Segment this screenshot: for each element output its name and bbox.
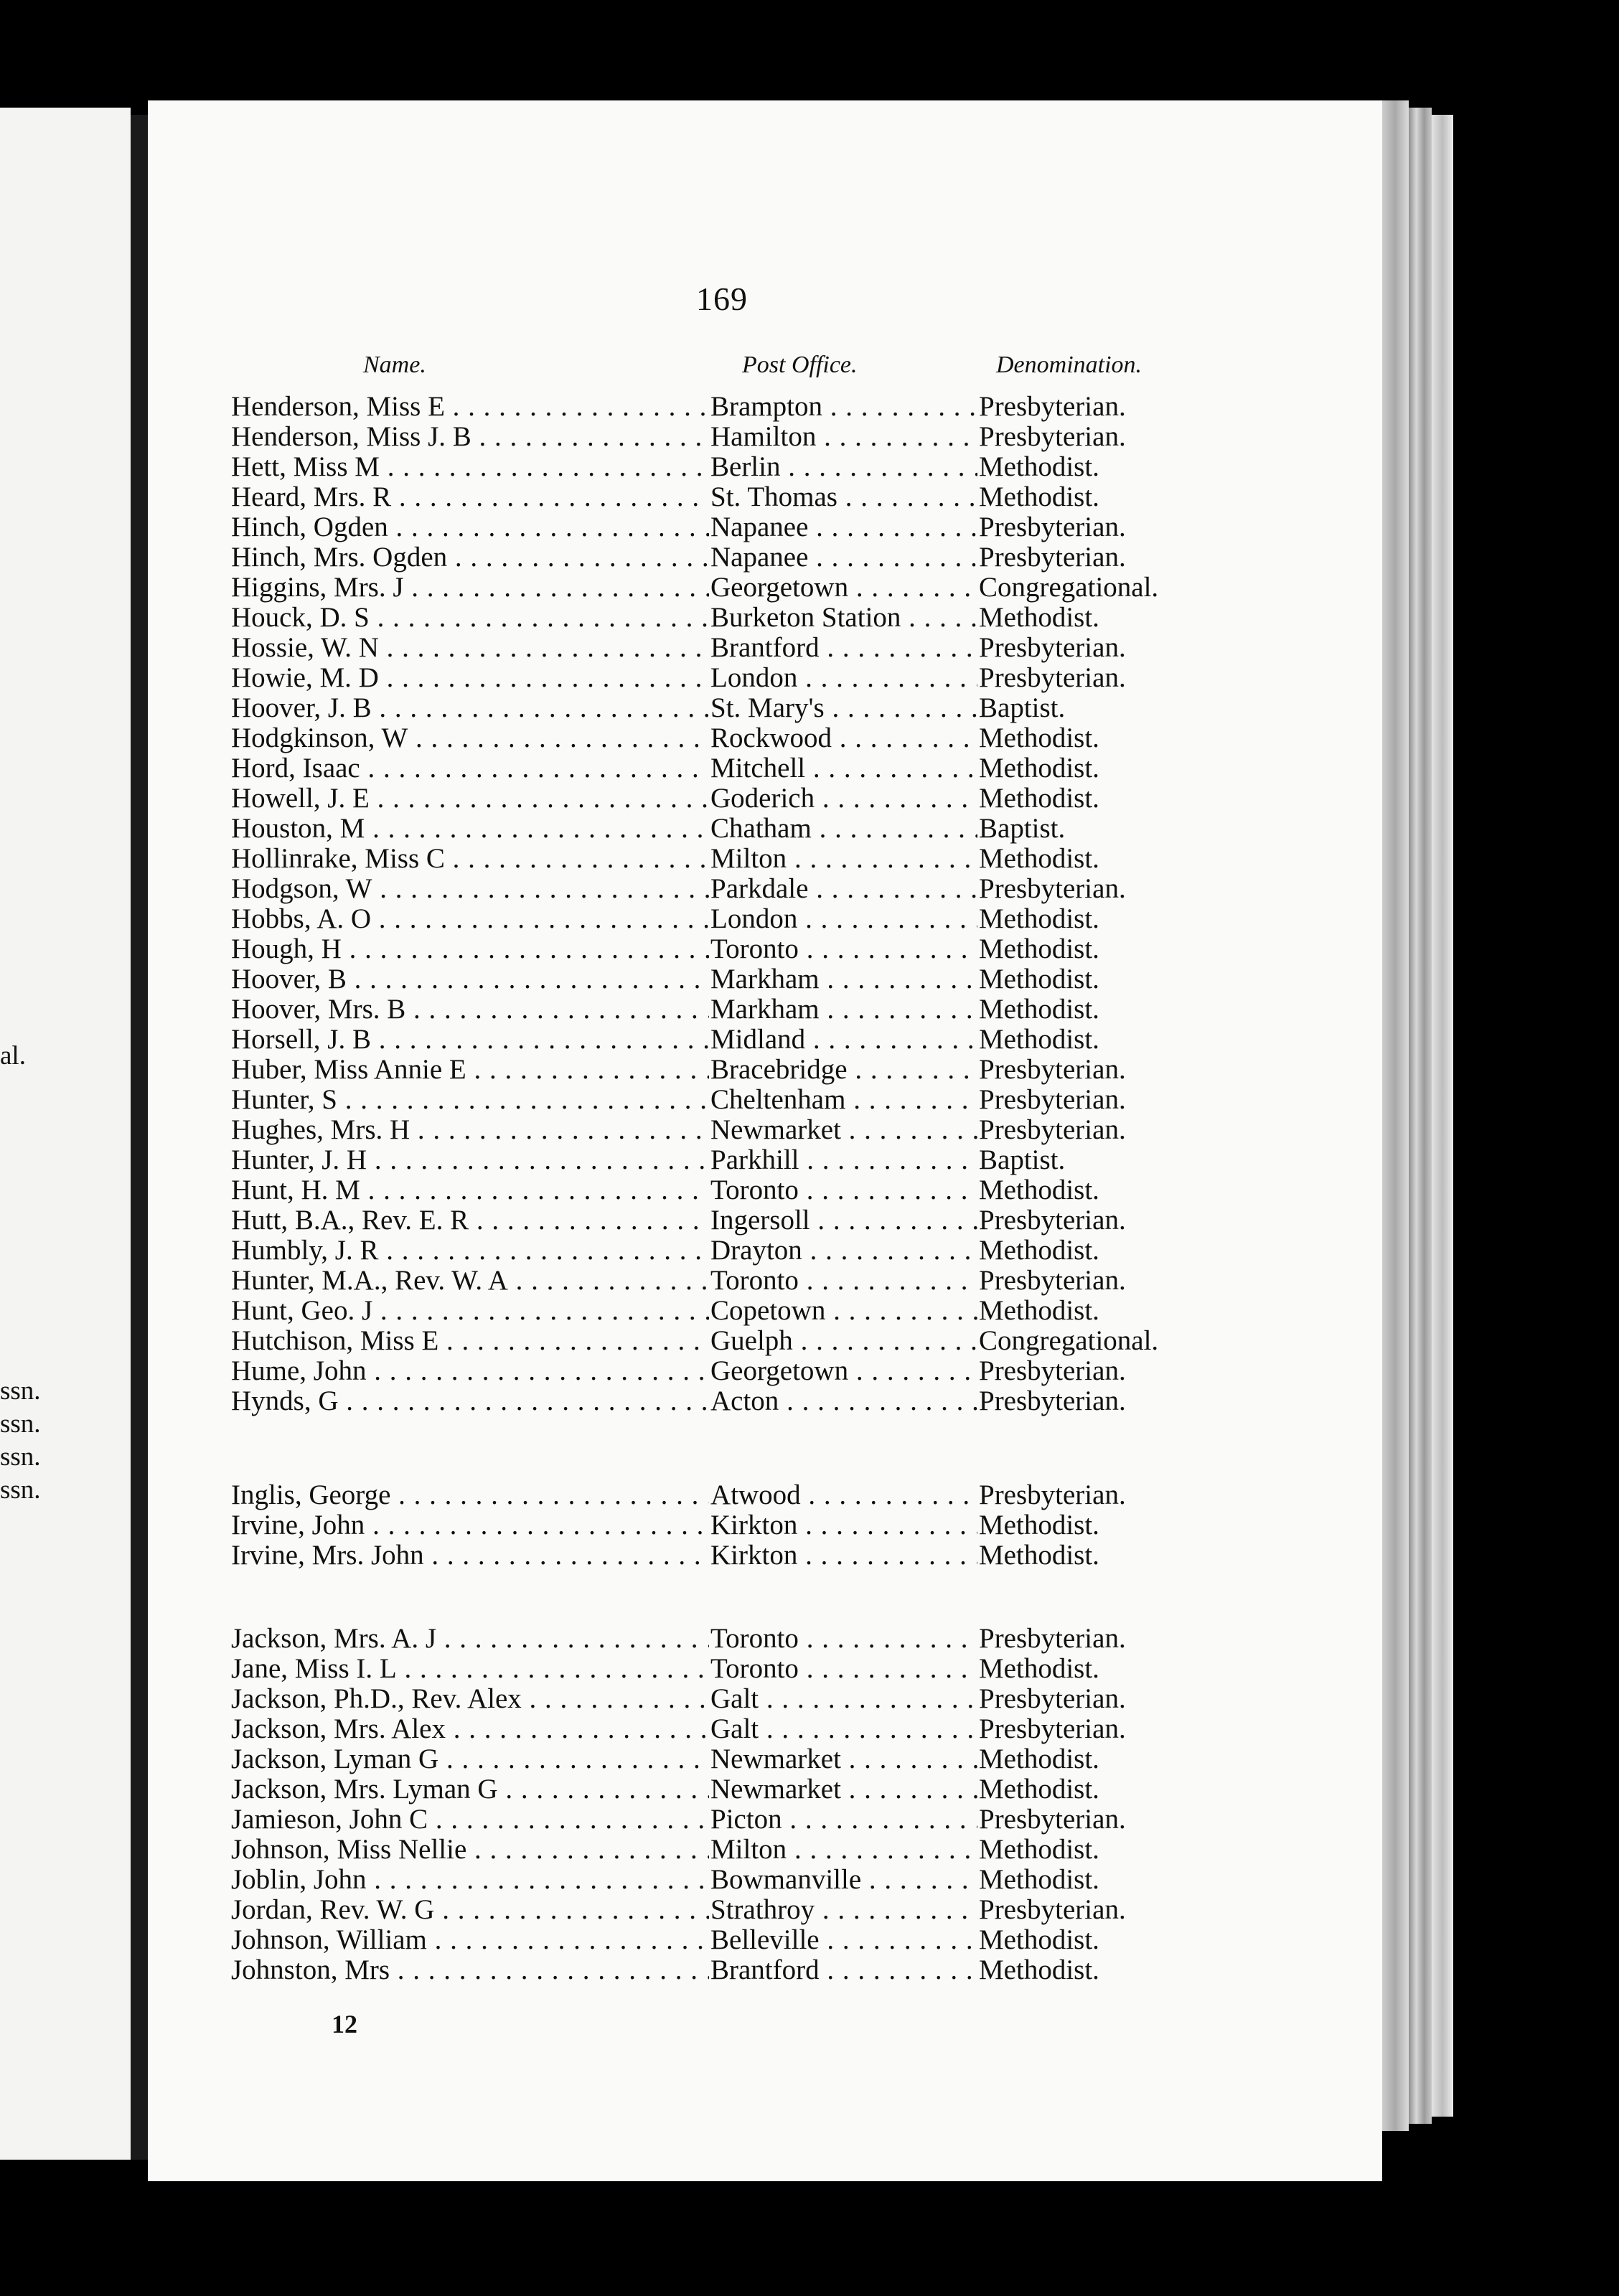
entry-post-office: Georgetown . . .: [710, 1356, 977, 1386]
page-edges: [1432, 115, 1453, 2117]
list-item: [231, 1480, 1351, 1510]
list-item: [231, 542, 1351, 573]
entry-denomination: Methodist.: [979, 452, 1099, 482]
entry-post-office: Burketon Station . . .: [710, 603, 977, 633]
entry-name: Jackson, Mrs. Lyman G . . .: [231, 1774, 709, 1805]
entry-denomination: Presbyterian.: [979, 1356, 1126, 1386]
entry-post-office: Kirkton . . .: [710, 1540, 977, 1571]
entry-name: Jackson, Ph.D., Rev. Alex . . .: [231, 1684, 709, 1714]
entry-name: Humbly, J. R . . .: [231, 1236, 709, 1266]
entry-post-office: Napanee . . .: [710, 512, 977, 542]
list-item: [231, 1540, 1351, 1571]
entry-name: Howie, M. D . . .: [231, 663, 709, 693]
entry-denomination: Presbyterian.: [979, 1684, 1126, 1714]
entry-post-office: Picton . . .: [710, 1805, 977, 1835]
entry-denomination: Methodist.: [979, 1744, 1099, 1774]
entry-name: Houck, D. S . . .: [231, 603, 709, 633]
list-item: [231, 512, 1351, 542]
list-item: [231, 1025, 1351, 1055]
entry-name: Johnston, Mrs . . .: [231, 1955, 709, 1985]
entry-post-office: St. Mary's . . .: [710, 693, 977, 723]
entry-denomination: Methodist.: [979, 723, 1099, 753]
entry-denomination: Methodist.: [979, 1236, 1099, 1266]
entry-denomination: Methodist.: [979, 994, 1099, 1025]
entry-post-office: Parkdale . . .: [710, 874, 977, 904]
entry-name: Hutchison, Miss E . . .: [231, 1326, 709, 1356]
entry-name: Johnson, Miss Nellie . . .: [231, 1835, 709, 1865]
entry-post-office: Napanee . . .: [710, 542, 977, 573]
entry-name: Hinch, Mrs. Ogden . . .: [231, 542, 709, 573]
list-item: [231, 1624, 1351, 1654]
list-item: [231, 1115, 1351, 1145]
entry-name: Hunter, M.A., Rev. W. A . . .: [231, 1266, 709, 1296]
section-h-list: [231, 392, 1351, 1416]
entry-name: Hoover, J. B . . .: [231, 693, 709, 723]
entry-name: Huber, Miss Annie E . . .: [231, 1055, 709, 1085]
entry-name: Houston, M . . .: [231, 814, 709, 844]
left-facing-page: [0, 108, 131, 2160]
page-number: 169: [696, 281, 748, 317]
list-item: [231, 1925, 1351, 1955]
entry-post-office: Bowmanville . . .: [710, 1865, 977, 1895]
entry-name: Inglis, George . . .: [231, 1480, 709, 1510]
entry-name: Jane, Miss I. L . . .: [231, 1654, 709, 1684]
entry-post-office: Strathroy . . .: [710, 1895, 977, 1925]
entry-name: Johnson, William . . .: [231, 1925, 709, 1955]
entry-post-office: Toronto . . .: [710, 1175, 977, 1205]
entry-post-office: Brantford . . .: [710, 633, 977, 663]
entry-denomination: Methodist.: [979, 1540, 1099, 1571]
entry-name: Horsell, J. B . . .: [231, 1025, 709, 1055]
entry-denomination: Methodist.: [979, 1025, 1099, 1055]
entry-post-office: Chatham . . .: [710, 814, 977, 844]
entry-post-office: Kirkton . . .: [710, 1510, 977, 1540]
list-item: [231, 964, 1351, 994]
entry-denomination: Methodist.: [979, 1774, 1099, 1805]
entry-post-office: Cheltenham . . .: [710, 1085, 977, 1115]
entry-post-office: St. Thomas . . .: [710, 482, 977, 512]
entry-post-office: Markham . . .: [710, 964, 977, 994]
entry-post-office: Milton . . .: [710, 844, 977, 874]
list-item: [231, 1266, 1351, 1296]
list-item: [231, 633, 1351, 663]
entry-post-office: Copetown . . .: [710, 1296, 977, 1326]
entry-denomination: Presbyterian.: [979, 1624, 1126, 1654]
list-item: [231, 452, 1351, 482]
entry-denomination: Presbyterian.: [979, 1085, 1126, 1115]
entry-name: Henderson, Miss E . . .: [231, 392, 709, 422]
entry-name: Joblin, John . . .: [231, 1865, 709, 1895]
entry-denomination: Presbyterian.: [979, 1714, 1126, 1744]
entry-denomination: Methodist.: [979, 1865, 1099, 1895]
left-page-fragment: ssn.: [0, 1409, 41, 1439]
entry-post-office: Toronto . . .: [710, 1624, 977, 1654]
entry-name: Howell, J. E . . .: [231, 784, 709, 814]
entry-post-office: Markham . . .: [710, 994, 977, 1025]
list-item: [231, 663, 1351, 693]
list-item: [231, 603, 1351, 633]
entry-name: Hinch, Ogden . . .: [231, 512, 709, 542]
entry-name: Hough, H . . .: [231, 934, 709, 964]
entry-denomination: Methodist.: [979, 1654, 1099, 1684]
entry-denomination: Methodist.: [979, 482, 1099, 512]
entry-denomination: Methodist.: [979, 603, 1099, 633]
left-page-fragment: ssn.: [0, 1475, 41, 1505]
list-item: [231, 1326, 1351, 1356]
entry-post-office: Brampton . . .: [710, 392, 977, 422]
entry-post-office: Galt . . .: [710, 1684, 977, 1714]
list-item: [231, 844, 1351, 874]
list-item: [231, 693, 1351, 723]
entry-post-office: Georgetown . . .: [710, 573, 977, 603]
entry-name: Hodgkinson, W . . .: [231, 723, 709, 753]
entry-post-office: Toronto . . .: [710, 1266, 977, 1296]
entry-denomination: Presbyterian.: [979, 1895, 1126, 1925]
entry-name: Hynds, G . . .: [231, 1386, 709, 1416]
list-item: [231, 904, 1351, 934]
entry-name: Hume, John . . .: [231, 1356, 709, 1386]
entry-denomination: Presbyterian.: [979, 663, 1126, 693]
list-item: [231, 1296, 1351, 1326]
entry-name: Irvine, John . . .: [231, 1510, 709, 1540]
list-item: [231, 1955, 1351, 1985]
entry-denomination: Methodist.: [979, 1510, 1099, 1540]
entry-denomination: Baptist.: [979, 1145, 1066, 1175]
entry-denomination: Presbyterian.: [979, 512, 1126, 542]
entry-post-office: Guelph . . .: [710, 1326, 977, 1356]
entry-denomination: Methodist.: [979, 753, 1099, 784]
entry-denomination: Methodist.: [979, 964, 1099, 994]
page-edges: [1381, 100, 1409, 2131]
list-item: [231, 1175, 1351, 1205]
left-page-fragment: ssn.: [0, 1442, 41, 1472]
list-item: [231, 573, 1351, 603]
list-item: [231, 874, 1351, 904]
entry-denomination: Presbyterian.: [979, 1480, 1126, 1510]
entry-denomination: Baptist.: [979, 814, 1066, 844]
list-item: [231, 723, 1351, 753]
entry-post-office: Midland . . .: [710, 1025, 977, 1055]
entry-name: Hord, Isaac . . .: [231, 753, 709, 784]
header-denomination: Denomination.: [996, 352, 1142, 378]
entry-denomination: Presbyterian.: [979, 1266, 1126, 1296]
section-i-list: [231, 1480, 1351, 1571]
document-page: [148, 100, 1382, 2181]
entry-name: Hodgson, W . . .: [231, 874, 709, 904]
left-page-fragment: ssn.: [0, 1376, 41, 1406]
list-item: [231, 814, 1351, 844]
list-item: [231, 994, 1351, 1025]
page-edges: [1409, 108, 1432, 2124]
list-item: [231, 1356, 1351, 1386]
entry-name: Hunter, S . . .: [231, 1085, 709, 1115]
entry-name: Jackson, Lyman G . . .: [231, 1744, 709, 1774]
entry-post-office: Newmarket . . .: [710, 1115, 977, 1145]
list-item: [231, 1865, 1351, 1895]
list-item: [231, 1145, 1351, 1175]
entry-denomination: Congregational.: [979, 573, 1159, 603]
entry-denomination: Presbyterian.: [979, 392, 1126, 422]
entry-name: Hollinrake, Miss C . . .: [231, 844, 709, 874]
list-item: [231, 482, 1351, 512]
entry-post-office: London . . .: [710, 663, 977, 693]
entry-post-office: Drayton . . .: [710, 1236, 977, 1266]
entry-denomination: Methodist.: [979, 1925, 1099, 1955]
entry-post-office: Hamilton . . .: [710, 422, 977, 452]
entry-denomination: Presbyterian.: [979, 1386, 1126, 1416]
list-item: [231, 1654, 1351, 1684]
entry-post-office: Atwood . . .: [710, 1480, 977, 1510]
entry-denomination: Methodist.: [979, 784, 1099, 814]
header-name: Name.: [363, 352, 426, 378]
entry-denomination: Presbyterian.: [979, 874, 1126, 904]
entry-name: Hossie, W. N . . .: [231, 633, 709, 663]
entry-name: Hunt, Geo. J . . .: [231, 1296, 709, 1326]
entry-denomination: Methodist.: [979, 1296, 1099, 1326]
entry-denomination: Methodist.: [979, 1175, 1099, 1205]
entry-denomination: Presbyterian.: [979, 542, 1126, 573]
entry-denomination: Baptist.: [979, 693, 1066, 723]
list-item: [231, 1055, 1351, 1085]
entry-name: Hobbs, A. O . . .: [231, 904, 709, 934]
entry-denomination: Congregational.: [979, 1326, 1159, 1356]
list-item: [231, 1774, 1351, 1805]
entry-name: Higgins, Mrs. J . . .: [231, 573, 709, 603]
list-item: [231, 784, 1351, 814]
list-item: [231, 753, 1351, 784]
entry-post-office: Mitchell . . .: [710, 753, 977, 784]
entry-name: Irvine, Mrs. John . . .: [231, 1540, 709, 1571]
entry-post-office: Parkhill . . .: [710, 1145, 977, 1175]
entry-denomination: Methodist.: [979, 1955, 1099, 1985]
entry-post-office: Milton . . .: [710, 1835, 977, 1865]
entry-denomination: Presbyterian.: [979, 1205, 1126, 1236]
book-gutter: [131, 115, 148, 2160]
entry-post-office: Belleville . . .: [710, 1925, 977, 1955]
signature-mark: 12: [332, 2010, 357, 2038]
list-item: [231, 1386, 1351, 1416]
entry-post-office: Galt . . .: [710, 1714, 977, 1744]
entry-post-office: Newmarket . . .: [710, 1744, 977, 1774]
list-item: [231, 1205, 1351, 1236]
entry-name: Hett, Miss M . . .: [231, 452, 709, 482]
entry-name: Jackson, Mrs. A. J . . .: [231, 1624, 709, 1654]
entry-denomination: Presbyterian.: [979, 1805, 1126, 1835]
list-item: [231, 1510, 1351, 1540]
entry-name: Jamieson, John C . . .: [231, 1805, 709, 1835]
entry-post-office: Brantford . . .: [710, 1955, 977, 1985]
entry-post-office: Toronto . . .: [710, 934, 977, 964]
list-item: [231, 1895, 1351, 1925]
entry-post-office: Newmarket . . .: [710, 1774, 977, 1805]
entry-denomination: Methodist.: [979, 844, 1099, 874]
entry-denomination: Presbyterian.: [979, 1055, 1126, 1085]
list-item: [231, 1684, 1351, 1714]
entry-post-office: Ingersoll . . .: [710, 1205, 977, 1236]
entry-denomination: Methodist.: [979, 934, 1099, 964]
entry-post-office: Rockwood . . .: [710, 723, 977, 753]
entry-denomination: Presbyterian.: [979, 1115, 1126, 1145]
entry-name: Hutt, B.A., Rev. E. R . . .: [231, 1205, 709, 1236]
entry-post-office: Acton . . .: [710, 1386, 977, 1416]
list-item: [231, 1744, 1351, 1774]
entry-post-office: Berlin . . .: [710, 452, 977, 482]
entry-post-office: Toronto . . .: [710, 1654, 977, 1684]
entry-name: Hoover, B . . .: [231, 964, 709, 994]
entry-denomination: Presbyterian.: [979, 633, 1126, 663]
entry-name: Henderson, Miss J. B . . .: [231, 422, 709, 452]
entry-name: Hoover, Mrs. B . . .: [231, 994, 709, 1025]
entry-name: Hunter, J. H . . .: [231, 1145, 709, 1175]
section-j-list: [231, 1624, 1351, 1985]
left-page-fragment: al.: [0, 1041, 26, 1071]
list-item: [231, 934, 1351, 964]
entry-post-office: Goderich . . .: [710, 784, 977, 814]
entry-denomination: Methodist.: [979, 904, 1099, 934]
list-item: [231, 1236, 1351, 1266]
entry-name: Hughes, Mrs. H . . .: [231, 1115, 709, 1145]
header-post-office: Post Office.: [742, 352, 858, 378]
list-item: [231, 1714, 1351, 1744]
entry-name: Jordan, Rev. W. G . . .: [231, 1895, 709, 1925]
entry-denomination: Methodist.: [979, 1835, 1099, 1865]
entry-name: Heard, Mrs. R . . .: [231, 482, 709, 512]
entry-denomination: Presbyterian.: [979, 422, 1126, 452]
entry-post-office: Bracebridge . . .: [710, 1055, 977, 1085]
list-item: [231, 392, 1351, 422]
list-item: [231, 422, 1351, 452]
list-item: [231, 1835, 1351, 1865]
list-item: [231, 1085, 1351, 1115]
entry-post-office: London . . .: [710, 904, 977, 934]
entry-name: Hunt, H. M . . .: [231, 1175, 709, 1205]
entry-name: Jackson, Mrs. Alex . . .: [231, 1714, 709, 1744]
list-item: [231, 1805, 1351, 1835]
